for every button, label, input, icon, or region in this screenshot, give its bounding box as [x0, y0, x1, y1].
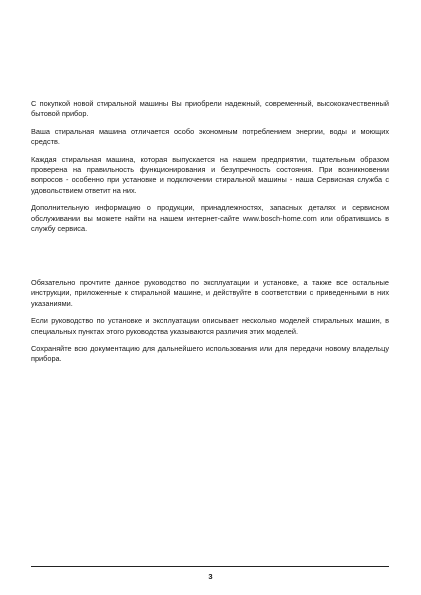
paragraph-quality-check: Каждая стиральная машина, которая выпускается на нашем предприятии, тщательным образом проверена на правильность функционирования и безупречность состояния. При возникновении вопросов - особенно при установке и подключении стиральной машины - наша Сервисная служба с удовольствием ответит на них. [31, 154, 389, 195]
paragraph-multiple-models: Если руководство по установке и эксплуатации описывает несколько моделей стиральных машин, в специальных пунктах этого руководства указываются различия этих моделей. [31, 316, 389, 336]
footer-divider [31, 566, 389, 567]
page-number: 3 [208, 572, 213, 581]
instructions-section [31, 278, 389, 372]
paragraph-read-manual: Обязательно прочтите данное руководство по эксплуатации и установке, а также все остальные инструкции, приложенные к стиральной машине, и действуйте в соответствии с приведенными в них указаниями. [31, 278, 389, 308]
paragraph-keep-docs: Сохраняйте всю документацию для дальнейшего использования или для передачи новому владельцу прибора. [31, 344, 389, 364]
paragraph-economy: Ваша стиральная машина отличается особо экономным потреблением энергии, воды и моющих средств. [31, 126, 389, 147]
paragraph-purchase: С покупкой новой стиральной машины Вы приобрели надежный, современный, высококачественный бытовой прибор. [31, 99, 389, 119]
paragraph-additional-info: Дополнительную информацию о продукции, принадлежностях, запасных деталях и сервисном обслуживании вы можете найти на нашем интернет-сайте www.bosch-home.com или обратившись в службу сервиса. [31, 203, 389, 234]
intro-section [31, 99, 389, 241]
